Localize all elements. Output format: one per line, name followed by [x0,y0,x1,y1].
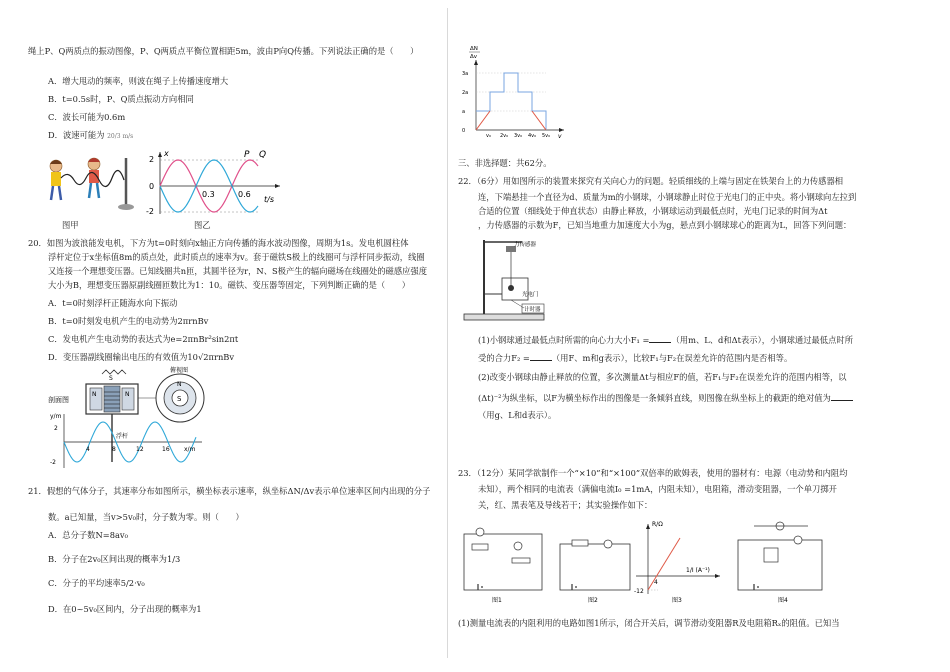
chart-step-line [476,73,546,130]
fig-b-caption: 图乙 [194,220,211,230]
q23-sub1-line: (1)测量电流表的内阻利用的电路如图1所示，闭合开关后，调节滑动变阻器R及电阻箱Rₓ的阻值。已知当 [458,618,840,628]
q20-wave-plot [46,412,206,470]
q22-sub1-line-2: 受的合力F₂ = （用F、m和g表示），比较F₁与F₂在误差允许的范围内是否相等。 [478,353,793,363]
section-title: 三、非选择题：共62分。 [458,158,552,168]
q23-line-3: 关，红、黑表笔及导线若干；其实验操作如下： [478,500,653,510]
chart-x-tick: 2v₀ [500,133,509,138]
q21-line-2: 数。a已知量，当v>5v₀时，分子数为零。则（ ） [48,512,244,522]
chart-x-tick: 4v₀ [528,133,537,138]
column-divider [447,8,448,658]
q19-intro: 绳上P、Q两质点的振动图像，P、Q两质点平衡位置相距5m，波由P向Q传播。下列说法正确的是（ ） [28,46,419,56]
caption-fig3: 图3 [672,597,682,604]
q22-line-1: 22．（6分）用如图所示的装置来探究有关向心力的问题。轻质细线的上端与固定在铁架台上的力传感器相 [458,176,844,186]
q20-line-1: 20．如图为波浪能发电机，下方为t=0时刻向x轴正方向传播的海水波动图像，周期为1s。发电机圆柱体 [28,238,409,248]
q23-circuit-figures [458,518,926,604]
q20-option-b: B．t=0时刻发电机产生的电动势为2πrnBv [48,316,209,326]
q22-sub2-line-3: （用g、L和d表示）。 [478,410,557,420]
wave-y-top: 2 [54,425,58,432]
chart-y-tick: 0 [462,128,466,134]
chart-ylabel-top: ΔN [470,46,478,52]
q19-option-b: B．t=0.5s时，P、Q质点振动方向相同 [48,94,194,104]
fig-a-caption: 图甲 [62,220,79,230]
xt-ylabel: x [164,149,169,158]
q19-option-a: A．增大甩动的频率，则波在绳子上传播速度增大 [48,76,229,86]
fig3-yneg: -12 [634,588,644,595]
q22-sub2-line-1: (2)改变小钢球由静止释放的位置，多次测量Δt与相应F的值，若F₁与F₂在误差允许的范围内相等，以 [478,372,847,382]
q22-sub1-line-1: (1)小钢球通过最低点时所需的向心力大小F₁ = （用m、L、d和Δt表示），小钢球通过最低点时所 [478,335,853,345]
chart-y-tick: 2a [462,90,469,96]
q21-option-c: C．分子的平均速率5/2·v₀ [48,578,145,588]
fig3-ylabel: R/Ω [652,521,663,528]
q20-line-2: 浮杆定位于x坐标值8m的质点处，此时质点的速率为v。套于磁铁S极上的线圈可与浮杆同步振动，线圈 [48,252,425,262]
label-timer: 计时器 [524,307,541,313]
xt-t1: 0.3 [202,190,215,199]
q19-figure-xt-graph [146,148,286,220]
wave-y-bottom: -2 [50,459,56,466]
q22-line-2: 连，下端悬挂一个直径为d、质量为m的小钢球，小钢球静止时位于光电门的正中央。将小钢球向左拉到 [478,192,857,202]
q22-line-3: 合适的位置（细线处于伸直状态）由静止释放，小钢球运动到最低点时，光电门记录的时间为Δt [478,206,828,216]
xt-y-top: 2 [149,155,155,164]
q19-figure-rope [44,152,139,214]
q23-line-2: 未知），两个相同的电流表（满偏电流I₀ =1mA，内阻未知），电阻箱，滑动变阻器，一个单刀掷开 [478,484,837,494]
q22-apparatus-figure [462,234,554,324]
xt-y-bottom: -2 [146,207,154,216]
q23-line-1: 23．（12分）某同学欲制作一个“×10”和“×100”双倍率的欧姆表，使用的器材有：电源（电动势和内阻均 [458,468,848,478]
q20-line-3: 又连接一个理想变压器。已知线圈共n匝，其圆半径为r，N、S极产生的辐向磁场在线圈处的磁感应强度 [48,266,428,276]
fig3-xval: 4 [654,579,658,586]
q22-line-4: ，力传感器的示数为F，已知当地重力加速度大小为g，悬点到小钢球球心的距离为L，回答下列问题： [478,220,852,230]
q22-sub2-line-2: (Δt)⁻²为纵坐标，以F为横坐标作出的图像是一条倾斜直线，则图像在纵坐标上的截距的绝对值为 [458,392,853,404]
wave-xlabel: x/m [184,446,196,453]
q21-option-d: D．在0~5v₀区间内，分子出现的概率为1 [48,604,202,614]
caption-fig2: 图2 [588,597,598,604]
q21-option-b: B．分子在2v₀区间出现的概率为1/3 [48,554,181,564]
label-photogate: 光电门 [522,292,539,298]
chart-x-tick: v₀ [486,133,491,138]
caption-fig1: 图1 [492,597,502,604]
q21-option-a: A．总分子数N=8av₀ [48,530,128,540]
magnet-n-right: N [125,391,130,398]
chart-y-tick: a [462,109,466,115]
magnet-n-left: N [92,391,97,398]
q19-option-c: C．波长可能为0.6m [48,112,126,122]
q20-option-d: D．变压器副线圈输出电压的有效值为10√2πrnBv [48,352,235,362]
q19-option-d: D．波速可能为 20/3 m/s [48,130,134,140]
float-label: 浮杆 [116,433,129,440]
chart-x-tick: 3v₀ [514,133,523,138]
wave-tick-16: 16 [162,446,170,453]
q20-option-a: A．t=0时刻浮杆正随海水向下振动 [48,298,178,308]
label-q: Q [259,150,267,160]
wave-tick-12: 12 [136,446,144,453]
q21-line-1: 21．假想的气体分子，其速率分布如图所示，横坐标表示速率，纵坐标ΔN/Δv表示单位速率区间内出现的分子 [28,486,431,496]
top-view-s: S [177,395,182,403]
wave-tick-8: 8 [112,446,116,453]
chart-y-tick: 3a [462,71,469,77]
wave-ylabel: y/m [50,413,62,420]
q20-line-4: 大小为B，理想变压器原副线圈匝数比为1：10。磁铁、变压器等固定，下列判断正确的是（ ） [48,280,411,290]
chart-xlabel: v [558,133,562,138]
xt-xlabel: t/s [264,195,274,204]
chart-ylabel-bottom: Δv [470,54,478,60]
label-force-sensor: 力传感器 [514,242,537,248]
chart-triangle-line [476,111,546,130]
top-view-label: 俯视图 [170,367,189,374]
q21-distribution-chart [458,42,568,138]
q20-option-c: C．发电机产生电动势的表达式为e=2πnBr²sin2πt [48,334,239,344]
chart-x-tick: 5v₀ [542,133,551,138]
section-label: 剖面图 [48,396,69,404]
wave-tick-4: 4 [86,446,90,453]
xt-y-zero: 0 [149,182,155,191]
top-view-n: N [177,381,182,388]
caption-fig4: 图4 [778,597,788,604]
magnet-s: S [109,375,113,382]
label-p: P [244,150,250,160]
xt-t2: 0.6 [238,190,251,199]
fig3-xlabel: 1/I (A⁻¹) [686,567,710,574]
